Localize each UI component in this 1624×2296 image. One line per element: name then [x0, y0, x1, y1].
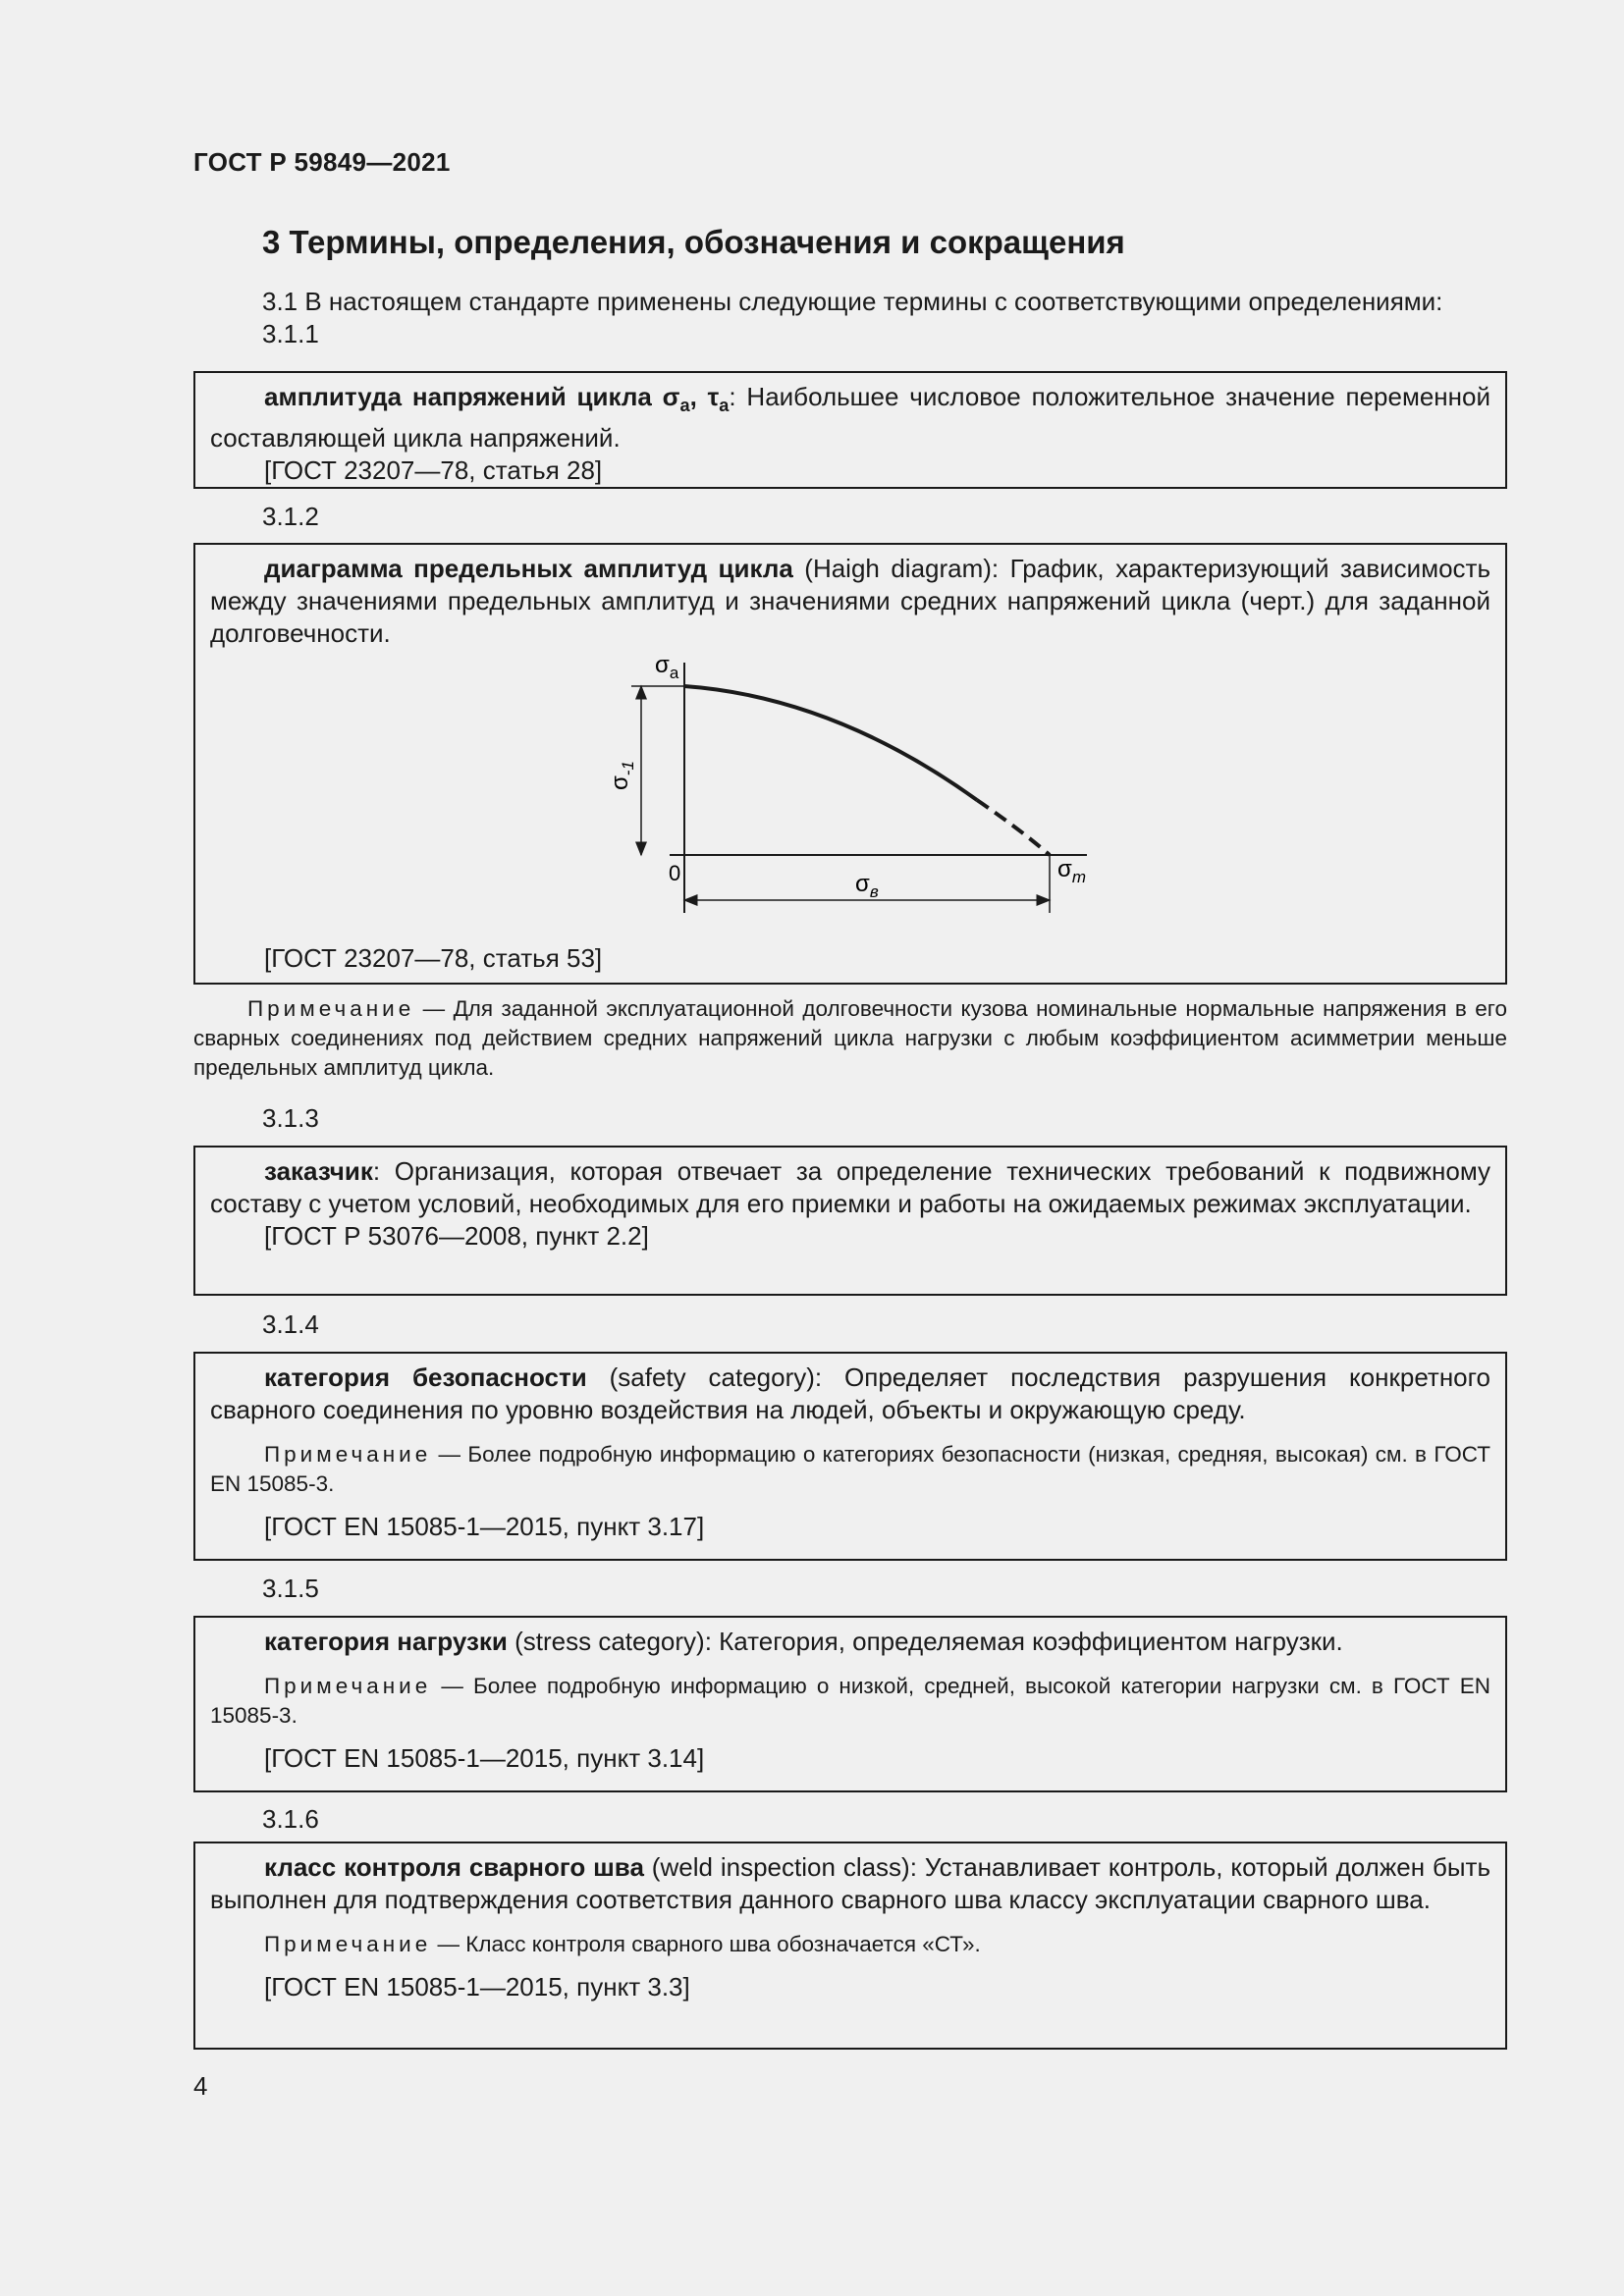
- term-name: класс контроля сварного шва: [264, 1852, 644, 1882]
- term-definition: категория безопасности (safety category): Определяет последствия разрушения конкретного сварного соединения по уровню воздействия на людей, объекты и окружающую среду.: [210, 1362, 1491, 1424]
- term-note: Примечание — Более подробную информацию о низкой, средней, высокой категории нагрузки см. в ГОСТ EN 15085-3.: [210, 1674, 1490, 1728]
- term-definition: класс контроля сварного шва (weld inspection class): Устанавливает контроль, который должен быть выполнен для подтверждения соответствия данного сварного шва классу эксплуатации сварного шва.: [210, 1852, 1490, 1914]
- term-number: 3.1.4: [262, 1309, 319, 1339]
- term-note: Примечание — Более подробную информацию о категориях безопасности (низкая, средняя, высокая) см. в ГОСТ EN 15085-3.: [210, 1442, 1490, 1496]
- term-box-3-1-2: [193, 543, 1507, 985]
- document-header: ГОСТ Р 59849—2021: [193, 147, 451, 177]
- term-name: заказчик: [264, 1156, 373, 1186]
- note-label: Примечание: [247, 996, 415, 1021]
- left-dimension-label: $\sigma_{-1}$: [607, 761, 637, 790]
- term-note: Примечание — Класс контроля сварного шва обозначается «СТ».: [264, 1932, 981, 1956]
- term-number: 3.1.2: [262, 502, 319, 531]
- term-number: 3.1.5: [262, 1574, 319, 1603]
- term-box-3-1-5: [193, 1616, 1507, 1792]
- term-reference: [ГОСТ 23207—78, статья 28]: [264, 455, 603, 486]
- term-number: 3.1.6: [262, 1804, 319, 1834]
- term-box-3-1-4: [193, 1352, 1507, 1561]
- term-name: амплитуда напряжений цикла $\sigma_a$, $\tau_a$: [264, 382, 730, 416]
- term-reference: [ГОСТ 23207—78, статья 53]: [264, 943, 603, 973]
- term-definition: амплитуда напряжений цикла $\sigma_a$, $\tau_a$: Наибольшее числовое положительное значение переменной составляющей цикла напряжений.: [210, 382, 1490, 454]
- note-3-1-2: [193, 994, 1507, 1083]
- note-text: — Для заданной эксплуатационной долговечности кузова номинальные нормальные напряжения в его сварных соединениях под действием средних напряжений цикла нагрузки с любым коэффициентом асимметрии меньше предельных амплитуд цикла.: [193, 996, 1507, 1080]
- section-title: 3 Термины, определения, обозначения и сокращения: [262, 224, 1125, 260]
- x-axis-label: $\sigma_m$: [1057, 856, 1086, 886]
- term-box-3-1-3: [193, 1146, 1507, 1296]
- term-box-3-1-6: [193, 1842, 1507, 2050]
- term-name: категория безопасности: [264, 1362, 587, 1392]
- origin-label: 0: [669, 861, 681, 885]
- term-reference: [ГОСТ EN 15085-1—2015, пункт 3.3]: [264, 1972, 690, 2002]
- term-definition: диаграмма предельных амплитуд цикла (Haigh diagram): График, характеризующий зависимость между значениями предельных амплитуд и значениями средних напряжений цикла (черт.) для заданной долговечности.: [210, 554, 1490, 648]
- term-box-3-1-1: [193, 371, 1507, 489]
- bottom-dimension-label: $\sigma_в$: [855, 871, 879, 901]
- intro-text: 3.1 В настоящем стандарте применены следующие термины с соответствующими определениями:: [262, 287, 1443, 316]
- term-name: диаграмма предельных амплитуд цикла: [264, 554, 793, 583]
- term-name: категория нагрузки: [264, 1627, 508, 1656]
- term-reference: [ГОСТ EN 15085-1—2015, пункт 3.17]: [264, 1512, 705, 1541]
- term-reference: [ГОСТ EN 15085-1—2015, пункт 3.14]: [264, 1743, 705, 1773]
- section-intro: [262, 286, 1442, 350]
- page-number: 4: [193, 2071, 208, 2101]
- y-axis-label: $\sigma_a$: [655, 653, 679, 682]
- term-definition: заказчик: Организация, которая отвечает за определение технических требований к подвижному составу с учетом условий, необходимых для его приемки и работы на ожидаемых режимах эксплуатации.: [210, 1156, 1490, 1218]
- term-definition: категория нагрузки (stress category): Категория, определяемая коэффициентом нагрузки.: [264, 1627, 1343, 1656]
- term-number: 3.1.3: [262, 1103, 319, 1133]
- term-reference: [ГОСТ Р 53076—2008, пункт 2.2]: [264, 1221, 649, 1251]
- limit-curve-solid: [684, 686, 977, 800]
- term-number: 3.1.1: [262, 319, 319, 348]
- limit-curve-dashed: [977, 800, 1050, 855]
- haigh-diagram: [195, 653, 1509, 928]
